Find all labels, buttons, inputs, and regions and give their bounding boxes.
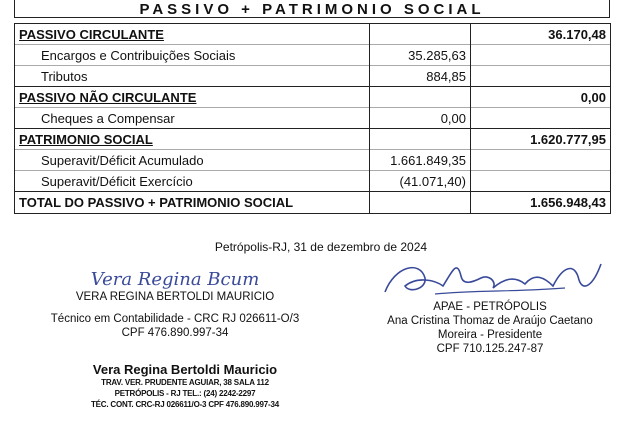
table-row — [15, 171, 611, 192]
total-value: 1.656.948,43 — [471, 192, 611, 214]
item-label: Encargos e Contribuições Sociais — [15, 45, 370, 66]
total-label: TOTAL DO PASSIVO + PATRIMONIO SOCIAL — [15, 192, 370, 214]
signatory-cpf: CPF 476.890.997-34 — [121, 327, 229, 339]
item-value: 0,00 — [370, 108, 471, 129]
svg-text:Vera Regina Bcum: Vera Regina Bcum — [90, 269, 260, 290]
table-row — [15, 108, 611, 129]
date-line: Petrópolis-RJ, 31 de dezembro de 2024 — [214, 240, 428, 254]
item-label: Tributos — [15, 66, 370, 87]
section-total: 1.620.777,95 — [471, 129, 611, 150]
section-label: PASSIVO CIRCULANTE — [15, 24, 370, 45]
section-total: 0,00 — [471, 87, 611, 108]
stamp-city-phone: PETRÓPOLIS - RJ TEL.: (24) 2242-2297 — [114, 389, 256, 398]
table-row — [15, 24, 611, 45]
org-name: APAE - PETRÓPOLIS — [433, 301, 547, 313]
signatory-role: Moreira - Presidente — [437, 329, 543, 341]
signatory-name: Ana Cristina Thomaz de Araújo Caetano — [387, 315, 593, 327]
table-row — [15, 129, 611, 150]
table-row — [15, 150, 611, 171]
signature-right — [365, 256, 615, 300]
signatory-role: Técnico em Contabilidade - CRC RJ 026611-O/3 — [50, 313, 300, 325]
item-label: Superavit/Déficit Acumulado — [15, 150, 370, 171]
signatory-cpf: CPF 710.125.247-87 — [436, 343, 544, 355]
left-signature-block — [40, 268, 310, 340]
section-total: 36.170,48 — [471, 24, 611, 45]
section-label: PATRIMONIO SOCIAL — [15, 129, 370, 150]
item-label: Cheques a Compensar — [15, 108, 370, 129]
item-value: 884,85 — [370, 66, 471, 87]
item-label: Superavit/Déficit Exercício — [15, 171, 370, 192]
accountant-stamp — [85, 362, 285, 410]
total-row — [15, 192, 611, 214]
item-value: 1.661.849,35 — [370, 150, 471, 171]
signature-left — [75, 268, 275, 290]
right-signature-block — [360, 256, 620, 356]
stamp-registration: TÉC. CONT. CRC-RJ 026611/O-3 CPF 476.890.997-34 — [90, 400, 280, 409]
table-row — [15, 45, 611, 66]
item-value: 35.285,63 — [370, 45, 471, 66]
item-value: (41.071,40) — [370, 171, 471, 192]
table-row — [15, 66, 611, 87]
stamp-name: Vera Regina Bertoldi Mauricio — [92, 362, 278, 377]
balance-table — [14, 23, 611, 214]
page-title: PASSIVO + PATRIMONIO SOCIAL — [14, 0, 610, 18]
section-label: PASSIVO NÃO CIRCULANTE — [15, 87, 370, 108]
stamp-address: TRAV. VER. PRUDENTE AGUIAR, 38 SALA 112 — [101, 378, 269, 387]
signatory-name: VERA REGINA BERTOLDI MAURICIO — [75, 291, 275, 303]
table-row — [15, 87, 611, 108]
